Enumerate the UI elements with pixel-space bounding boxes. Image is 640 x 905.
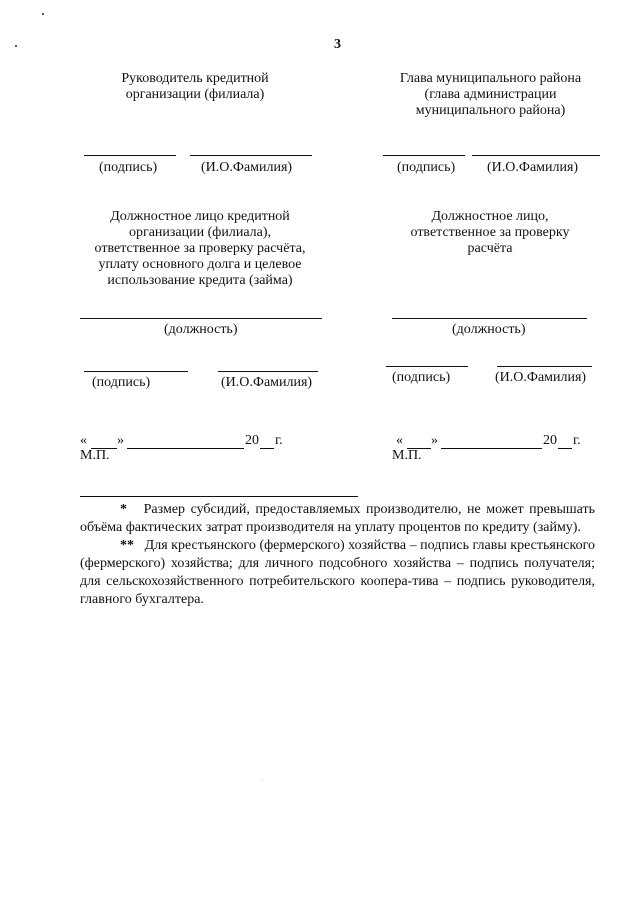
position-label: (должность) xyxy=(164,322,238,337)
position-line xyxy=(80,318,322,319)
left-official-line: ответственное за проверку расчёта, xyxy=(94,241,306,256)
sign-label: (подпись) xyxy=(99,160,158,175)
left-official-line: уплату основного долга и целевое xyxy=(98,257,302,272)
name-label: (И.О.Фамилия) xyxy=(221,375,313,390)
date-close-quote: » xyxy=(117,433,124,448)
date-month-line xyxy=(441,448,542,449)
scan-speck xyxy=(262,780,263,781)
date-year-line xyxy=(260,448,274,449)
signature-line xyxy=(383,155,465,156)
scan-speck xyxy=(15,45,17,47)
footnote-separator xyxy=(80,496,358,497)
date-month-line xyxy=(127,448,244,449)
right-official-title xyxy=(380,209,600,257)
right-heading-line: Глава муниципального района xyxy=(399,71,582,86)
footnote-2 xyxy=(80,537,595,609)
left-heading-line: организации (филиала) xyxy=(125,87,265,102)
footnote-1-marker: * xyxy=(120,502,127,517)
name-line xyxy=(472,155,600,156)
date-close-quote: » xyxy=(431,433,438,448)
date-year-suffix: г. xyxy=(275,433,283,448)
right-official-line: Должностное лицо, xyxy=(431,209,549,224)
right-official-line: ответственное за проверку xyxy=(410,225,570,240)
stamp-label: М.П. xyxy=(80,448,110,463)
footnote-1-text: Размер субсидий, предоставляемых производителю, не может превышать объёма фактических затрат производителя на уплату процентов по кредиту (займу). xyxy=(80,502,596,535)
left-official-line: Должностное лицо кредитной xyxy=(110,209,290,224)
name-line xyxy=(218,371,318,372)
footnotes xyxy=(80,501,595,609)
date-year-suffix: г. xyxy=(573,433,581,448)
footnote-1 xyxy=(80,501,595,537)
left-official-line: организации (филиала), xyxy=(128,225,272,240)
stamp-label: М.П. xyxy=(392,448,422,463)
sign-label: (подпись) xyxy=(392,370,451,385)
signature-line xyxy=(386,366,468,367)
date-year: 20 xyxy=(543,433,557,448)
date-open-quote: « xyxy=(80,433,87,448)
sign-label: (подпись) xyxy=(397,160,456,175)
right-heading xyxy=(378,71,603,119)
signature-line xyxy=(84,371,188,372)
footnote-2-text: Для крестьянского (фермерского) хозяйства – подпись главы крестьянского (фермерского) хозяйства; для личного подсобного хозяйства – подпись получателя; для сельскохозяйственного потребительского коопера-тива – подпись руководителя, главного бухгалтера. xyxy=(80,538,596,607)
name-label: (И.О.Фамилия) xyxy=(487,160,579,175)
right-heading-line: муниципального района) xyxy=(415,103,566,118)
signature-line xyxy=(84,155,176,156)
name-line xyxy=(190,155,312,156)
footnote-2-marker: ** xyxy=(120,538,134,553)
left-official-title xyxy=(75,209,325,289)
right-official-line: расчёта xyxy=(467,241,513,256)
date-year-line xyxy=(558,448,572,449)
left-official-line: использование кредита (займа) xyxy=(107,273,293,288)
left-heading-line: Руководитель кредитной xyxy=(121,71,269,86)
date-open-quote: « xyxy=(396,433,403,448)
right-heading-line: (глава администрации xyxy=(424,87,557,102)
page-number: 3 xyxy=(334,37,341,52)
left-heading xyxy=(90,71,300,103)
position-label: (должность) xyxy=(452,322,526,337)
date-year: 20 xyxy=(245,433,259,448)
position-line xyxy=(392,318,587,319)
name-line xyxy=(497,366,592,367)
name-label: (И.О.Фамилия) xyxy=(495,370,587,385)
scan-speck xyxy=(42,13,44,15)
sign-label: (подпись) xyxy=(92,375,151,390)
name-label: (И.О.Фамилия) xyxy=(201,160,293,175)
